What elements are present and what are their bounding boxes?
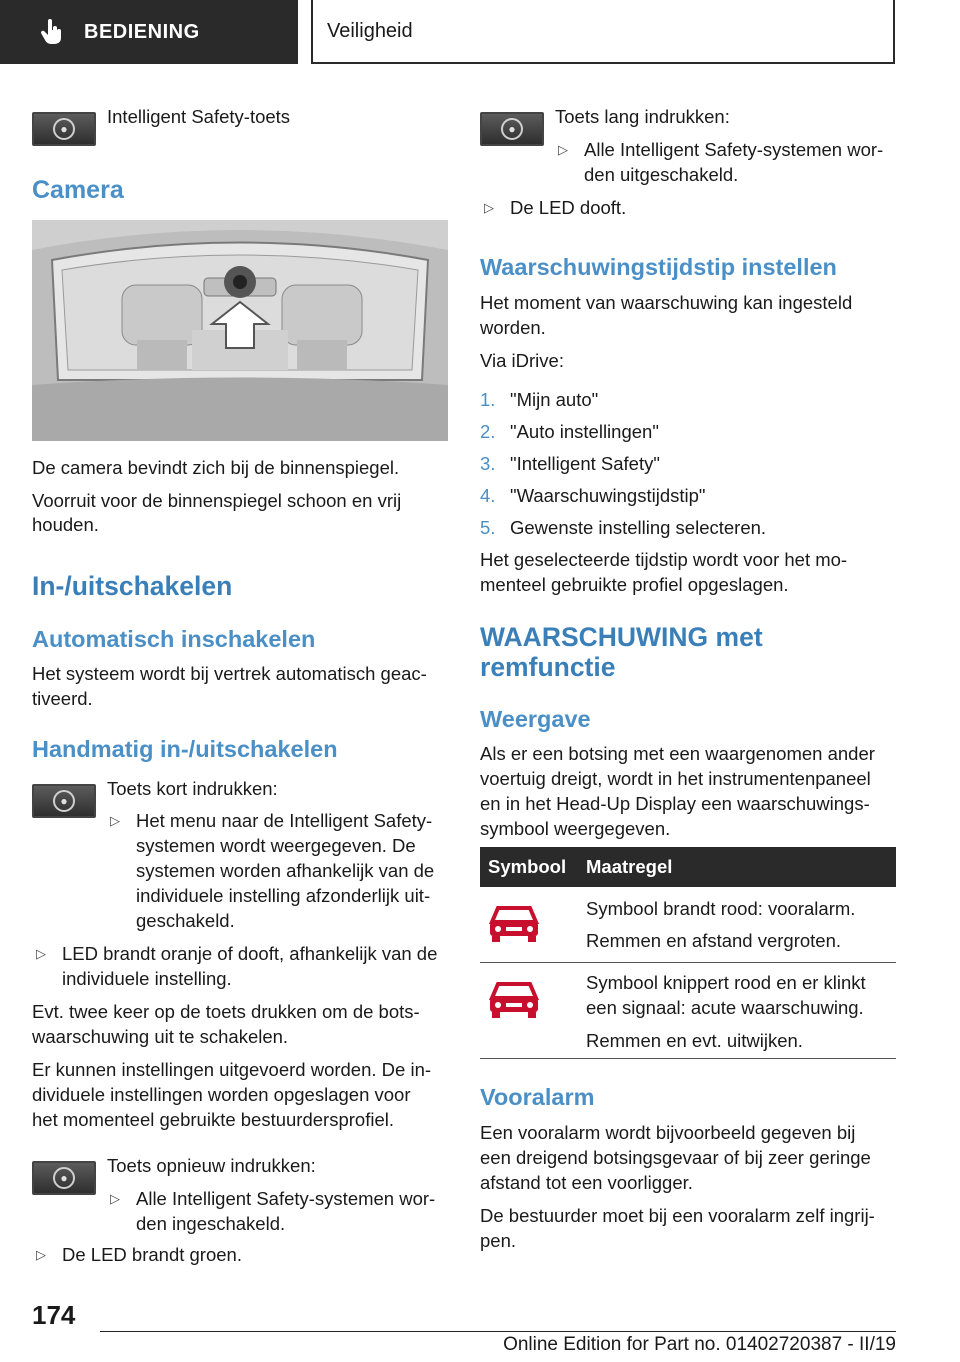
row1-text-b: Remmen en afstand vergroten. xyxy=(586,930,842,951)
display-heading: Weergave xyxy=(480,706,591,732)
triangle-bullet-icon: ▷ xyxy=(36,1247,46,1262)
step-number: 1. xyxy=(480,389,496,410)
display-line4: symbool weergegeven. xyxy=(480,818,671,839)
col-symbol-header: Symbool xyxy=(488,856,567,877)
row2-text-b: Remmen en evt. uitwijken. xyxy=(586,1030,803,1051)
section-tab-label: BEDIENING xyxy=(84,20,200,43)
auto-text-2: tiveerd. xyxy=(32,688,93,709)
step-text: "Auto instellingen" xyxy=(510,421,659,442)
camera-heading: Camera xyxy=(32,176,124,204)
driver-line1: De bestuurder moet bij een vooralarm zelf ingrij- xyxy=(480,1205,875,1226)
triangle-bullet-icon: ▷ xyxy=(558,142,568,157)
bullet2-line2: individuele instelling. xyxy=(62,968,232,989)
display-line2: voertuig dreigt, wordt in het instrumentenpaneel xyxy=(480,768,871,789)
rbullet2: De LED dooft. xyxy=(510,197,627,218)
bullet4: De LED brandt groen. xyxy=(62,1244,242,1265)
bullet1-line2: systemen wordt weergegeven. De xyxy=(136,835,416,856)
intelligent-safety-button-icon: ● xyxy=(480,112,544,146)
triangle-bullet-icon: ▷ xyxy=(110,813,120,828)
camera-text-2b: houden. xyxy=(32,514,99,535)
hand-pointer-icon xyxy=(40,19,66,45)
button-caption: Intelligent Safety-toets xyxy=(107,106,291,127)
bullet3-line1: Alle Intelligent Safety-systemen wor- xyxy=(136,1188,436,1209)
symbol-table-header xyxy=(480,847,896,887)
chapter-tab-label: Veiligheid xyxy=(327,19,413,42)
prealarm-line3: afstand tot een voorligger. xyxy=(480,1172,693,1193)
long-press-text: Toets lang indrukken: xyxy=(555,106,730,127)
bullet3-line2: den ingeschakeld. xyxy=(136,1213,286,1234)
camera-text-2a: Voorruit voor de binnenspiegel schoon en vrij xyxy=(32,490,402,511)
step-number: 2. xyxy=(480,421,496,442)
warn-time-heading: Waarschuwingstijdstip instellen xyxy=(480,254,837,280)
driver-line2: pen. xyxy=(480,1230,517,1251)
triangle-bullet-icon: ▷ xyxy=(36,946,46,961)
table-divider xyxy=(480,1058,896,1059)
inuit-heading: In-/uitschakelen xyxy=(32,571,233,601)
camera-illustration xyxy=(32,220,448,441)
wt-line1: Het moment van waarschuwing kan ingesteld xyxy=(480,292,853,313)
display-line3: en in het Head-Up Display een waarschuwings- xyxy=(480,793,870,814)
bullet1-line3: systemen worden afhankelijk van de xyxy=(136,860,435,881)
section-tab xyxy=(0,0,298,64)
intelligent-safety-button-icon: ● xyxy=(32,1161,96,1195)
col-measure-header: Maatregel xyxy=(586,856,673,877)
display-line1: Als er een botsing met een waargenomen ander xyxy=(480,743,875,764)
selected-line1: Het geselecteerde tijdstip wordt voor het mo- xyxy=(480,549,848,570)
camera-text-1: De camera bevindt zich bij de binnenspiegel. xyxy=(32,457,400,478)
step-number: 5. xyxy=(480,517,496,538)
evt-line1: Evt. twee keer op de toets drukken om de bots- xyxy=(32,1001,420,1022)
evt-line2: waarschuwing uit te schakelen. xyxy=(32,1026,289,1047)
triangle-bullet-icon: ▷ xyxy=(484,200,494,215)
row2-text-a2: een signaal: acute waarschuwing. xyxy=(586,997,864,1018)
table-divider xyxy=(480,962,896,963)
warning-heading-line1: WAARSCHUWING met xyxy=(480,622,763,652)
warning-heading-line2: remfunctie xyxy=(480,652,616,682)
step-number: 4. xyxy=(480,485,496,506)
collision-warning-car-icon xyxy=(488,976,540,1020)
triangle-bullet-icon: ▷ xyxy=(110,1191,120,1206)
rbullet1-line1: Alle Intelligent Safety-systemen wor- xyxy=(584,139,884,160)
footer-rule xyxy=(100,1331,896,1332)
manual-heading: Handmatig in-/uitschakelen xyxy=(32,736,338,762)
chapter-tab xyxy=(311,0,895,64)
row2-text-a1: Symbool knippert rood en er klinkt xyxy=(586,972,866,993)
er-line2: dividuele instellingen worden opgeslagen voor xyxy=(32,1084,411,1105)
auto-text-1: Het systeem wordt bij vertrek automatisch geac- xyxy=(32,663,427,684)
prealarm-line1: Een vooralarm wordt bijvoorbeeld gegeven bij xyxy=(480,1122,856,1143)
bullet1-line4: individuele instelling afzonderlijk uit- xyxy=(136,885,431,906)
page-number: 174 xyxy=(32,1300,76,1330)
er-line3: het momenteel gebruikte bestuurdersprofiel. xyxy=(32,1109,394,1130)
step-number: 3. xyxy=(480,453,496,474)
step-text: "Mijn auto" xyxy=(510,389,599,410)
wt-line2: worden. xyxy=(480,317,546,338)
row1-text-a: Symbool brandt rood: vooralarm. xyxy=(586,898,856,919)
rbullet1-line2: den uitgeschakeld. xyxy=(584,164,739,185)
again-press-text: Toets opnieuw indrukken: xyxy=(107,1155,316,1176)
er-line1: Er kunnen instellingen uitgevoerd worden. De in- xyxy=(32,1059,432,1080)
short-press-text: Toets kort indrukken: xyxy=(107,778,278,799)
step-text: Gewenste instelling selecteren. xyxy=(510,517,767,538)
via-idrive: Via iDrive: xyxy=(480,350,564,371)
intelligent-safety-button-icon: ● xyxy=(32,784,96,818)
selected-line2: menteel gebruikte profiel opgeslagen. xyxy=(480,574,789,595)
edition-text: Online Edition for Part no. 01402720387 - II/19 xyxy=(503,1334,896,1355)
intelligent-safety-button-icon: ● xyxy=(32,112,96,146)
bullet1-line1: Het menu naar de Intelligent Safety- xyxy=(136,810,433,831)
bullet1-line5: geschakeld. xyxy=(136,910,235,931)
prealarm-line2: een dreigend botsingsgevaar of bij zeer geringe xyxy=(480,1147,871,1168)
auto-heading: Automatisch inschakelen xyxy=(32,626,316,652)
step-text: "Waarschuwingstijdstip" xyxy=(510,485,706,506)
step-text: "Intelligent Safety" xyxy=(510,453,660,474)
prealarm-heading: Vooralarm xyxy=(480,1084,595,1110)
bullet2-line1: LED brandt oranje of dooft, afhankelijk van de xyxy=(62,943,438,964)
collision-warning-car-icon xyxy=(488,900,540,944)
